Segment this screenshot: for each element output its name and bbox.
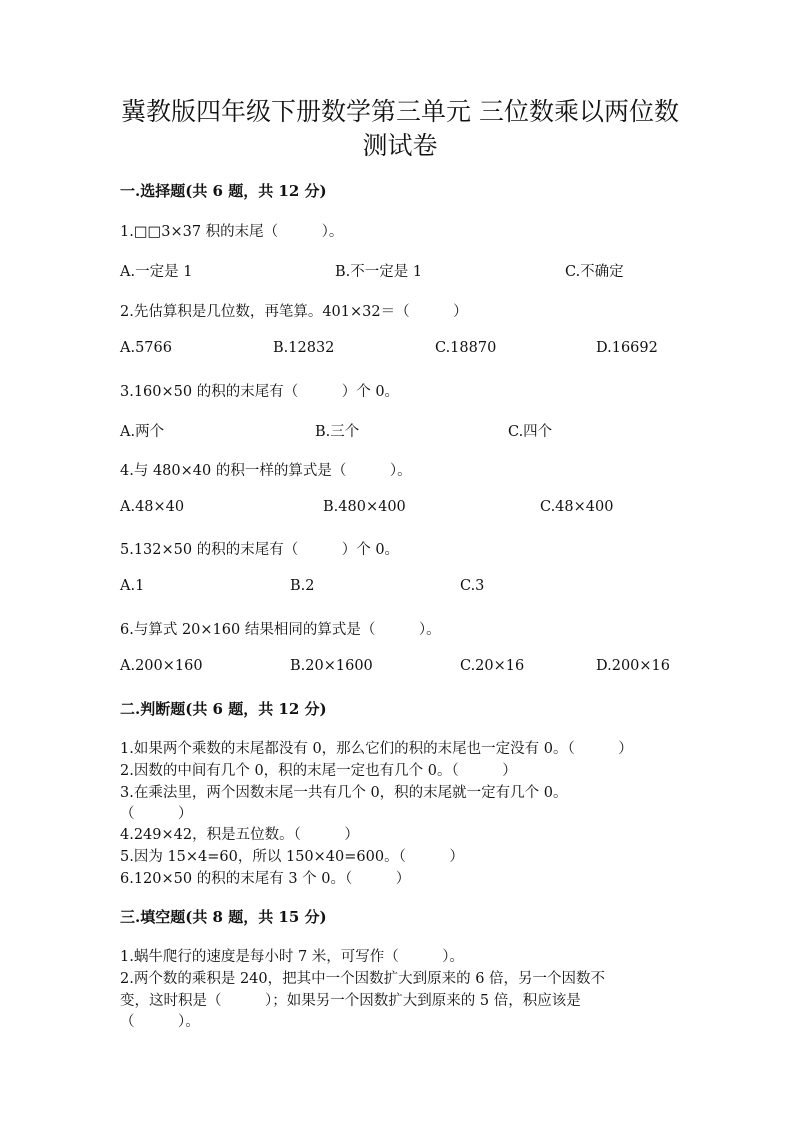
judge-line: 5.因为 15×4=60，所以 150×40=600。（ ） (120, 849, 464, 865)
option-b: B.三个 (315, 424, 360, 440)
judge-line: （ ） (120, 806, 193, 822)
judge-line: 4.249×42，积是五位数。（ ） (120, 827, 359, 843)
fill-line: 2.两个数的乘积是 240，把其中一个因数扩大到原来的 6 倍，另一个因数不 (120, 971, 606, 987)
judge-line: 1.如果两个乘数的末尾都没有 0，那么它们的积的末尾也一定没有 0。（ ） (120, 741, 633, 757)
page-title-line1: 冀教版四年级下册数学第三单元 三位数乘以两位数 (121, 97, 679, 126)
section-heading-choice: 一.选择题(共 6 题，共 12 分) (120, 182, 327, 200)
section-heading-fill: 三.填空题(共 8 题，共 15 分) (120, 908, 327, 926)
option-a: A.一定是 1 (120, 264, 193, 280)
fill-line: 1.蜗牛爬行的速度是每小时 7 米，可写作（ ）。 (120, 949, 465, 965)
option-b: B.2 (290, 578, 315, 594)
option-b: B.12832 (273, 340, 335, 356)
question-stem: 4.与 480×40 的积一样的算式是（ ）。 (120, 463, 412, 479)
fill-line: 变，这时积是（ ）；如果另一个因数扩大到原来的 5 倍，积应该是 (120, 993, 581, 1009)
option-c: C.3 (460, 578, 485, 594)
option-a: A.两个 (120, 424, 165, 440)
question-stem: 2.先估算积是几位数，再笔算。401×32＝（ ） (120, 304, 468, 320)
option-d: D.16692 (596, 340, 658, 356)
option-b: B.20×1600 (290, 658, 373, 674)
judge-line: 2.因数的中间有几个 0，积的末尾一定也有几个 0。（ ） (120, 763, 517, 779)
option-b: B.480×400 (323, 499, 406, 515)
fill-line: （ ）。 (120, 1014, 200, 1030)
option-b: B.不一定是 1 (335, 264, 423, 280)
option-d: D.200×16 (596, 658, 670, 674)
option-c: C.20×16 (460, 658, 525, 674)
option-c: C.48×400 (540, 499, 614, 515)
option-c: C.18870 (435, 340, 497, 356)
judge-line: 6.120×50 的积的末尾有 3 个 0。（ ） (120, 871, 411, 887)
question-stem: 6.与算式 20×160 结果相同的算式是（ ）。 (120, 622, 441, 638)
question-stem: 3.160×50 的积的末尾有（ ）个 0。 (120, 384, 400, 400)
judge-line: 3.在乘法里，两个因数末尾一共有几个 0，积的末尾就一定有几个 0。 (120, 785, 568, 801)
option-c: C.四个 (508, 424, 553, 440)
option-c: C.不确定 (565, 264, 624, 280)
section-heading-judge: 二.判断题(共 6 题，共 12 分) (120, 700, 327, 718)
option-a: A.48×40 (120, 499, 185, 515)
question-stem: 5.132×50 的积的末尾有（ ）个 0。 (120, 542, 400, 558)
option-a: A.1 (120, 578, 145, 594)
page-title-line2: 测试卷 (362, 131, 438, 160)
option-a: A.200×160 (120, 658, 203, 674)
question-stem: 1.□□3×37 积的末尾（ ）。 (120, 224, 344, 240)
option-a: A.5766 (120, 340, 172, 356)
